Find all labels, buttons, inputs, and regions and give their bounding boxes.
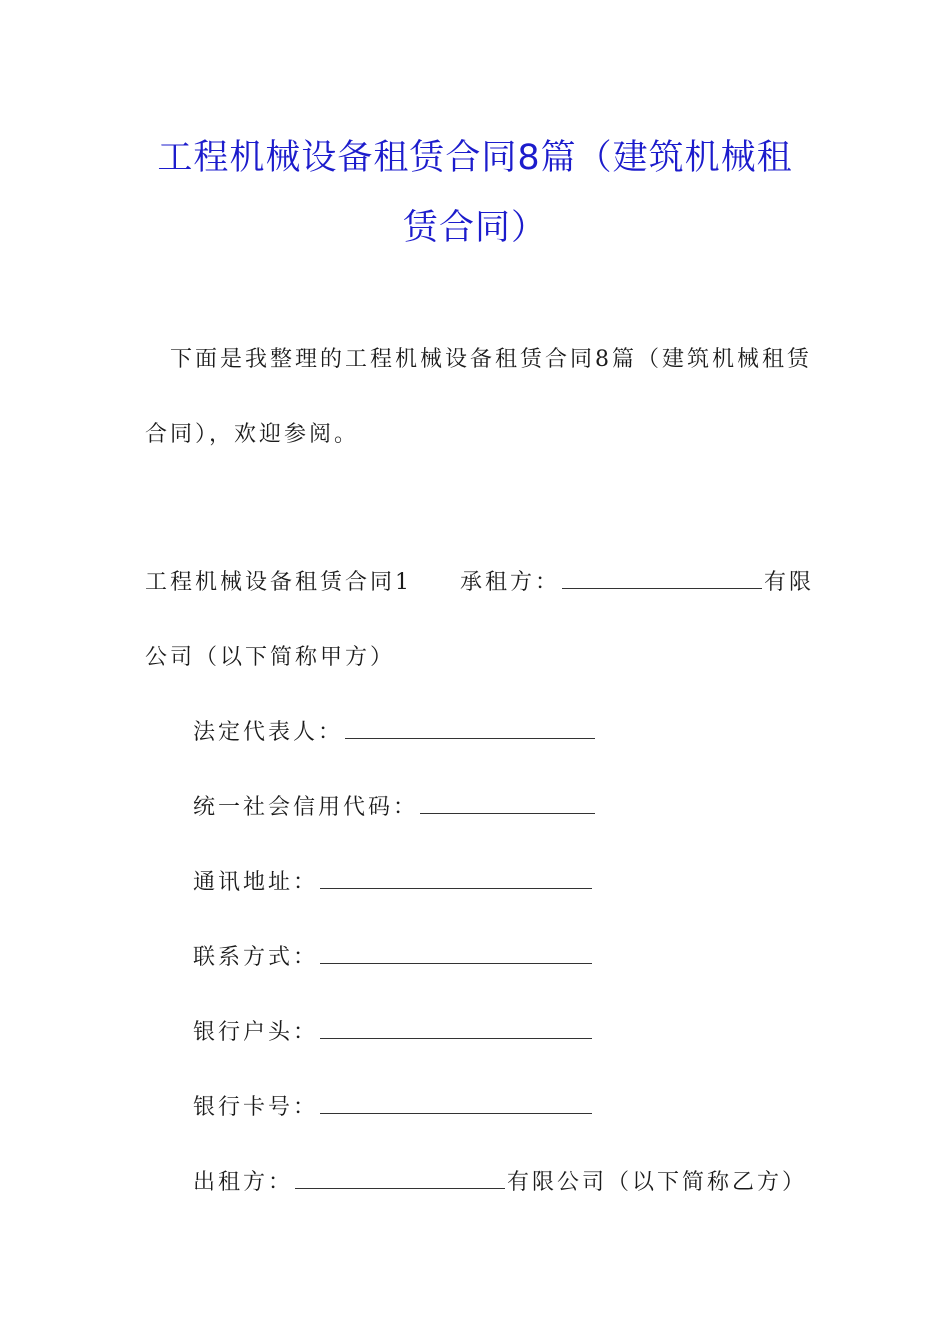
lessee-label: 承租方： <box>460 570 561 595</box>
contract-heading-row <box>145 568 814 598</box>
bank-card-blank[interactable] <box>320 1093 592 1114</box>
address-blank[interactable] <box>320 868 592 889</box>
bank-account-name-label: 银行户头： <box>193 1020 319 1045</box>
lessee-suffix: 有限 <box>764 570 815 595</box>
address-row <box>193 868 594 898</box>
bank-card-label: 银行卡号： <box>193 1095 319 1120</box>
bank-card-row <box>193 1093 594 1123</box>
intro-line-2: 合同），欢迎参阅。 <box>145 422 360 447</box>
document-title-line-2: 赁合同） <box>402 208 547 248</box>
legal-rep-blank[interactable] <box>345 718 595 739</box>
credit-code-blank[interactable] <box>420 793 595 814</box>
credit-code-label: 统一社会信用代码： <box>193 795 419 820</box>
lessee-continuation: 公司（以下简称甲方） <box>145 645 396 670</box>
legal-rep-row <box>193 718 597 748</box>
contact-blank[interactable] <box>320 943 592 964</box>
legal-rep-label: 法定代表人： <box>193 720 344 745</box>
lessor-suffix: 有限公司（以下简称乙方） <box>507 1170 808 1195</box>
credit-code-row <box>193 793 597 823</box>
intro-line-1: 下面是我整理的工程机械设备租赁合同8篇（建筑机械租赁 <box>170 347 812 372</box>
address-label: 通讯地址： <box>193 870 319 895</box>
lessor-label: 出租方： <box>193 1170 294 1195</box>
bank-account-name-row <box>193 1018 594 1048</box>
contact-label: 联系方式： <box>193 945 319 970</box>
bank-account-name-blank[interactable] <box>320 1018 592 1039</box>
document-title-line-1: 工程机械设备租赁合同8篇（建筑机械租 <box>157 138 793 178</box>
contract-heading: 工程机械设备租赁合同1 <box>145 570 412 595</box>
contact-row <box>193 943 594 973</box>
lessor-name-blank[interactable] <box>295 1168 505 1189</box>
lessor-row <box>193 1168 807 1198</box>
lessee-name-blank[interactable] <box>562 568 762 589</box>
